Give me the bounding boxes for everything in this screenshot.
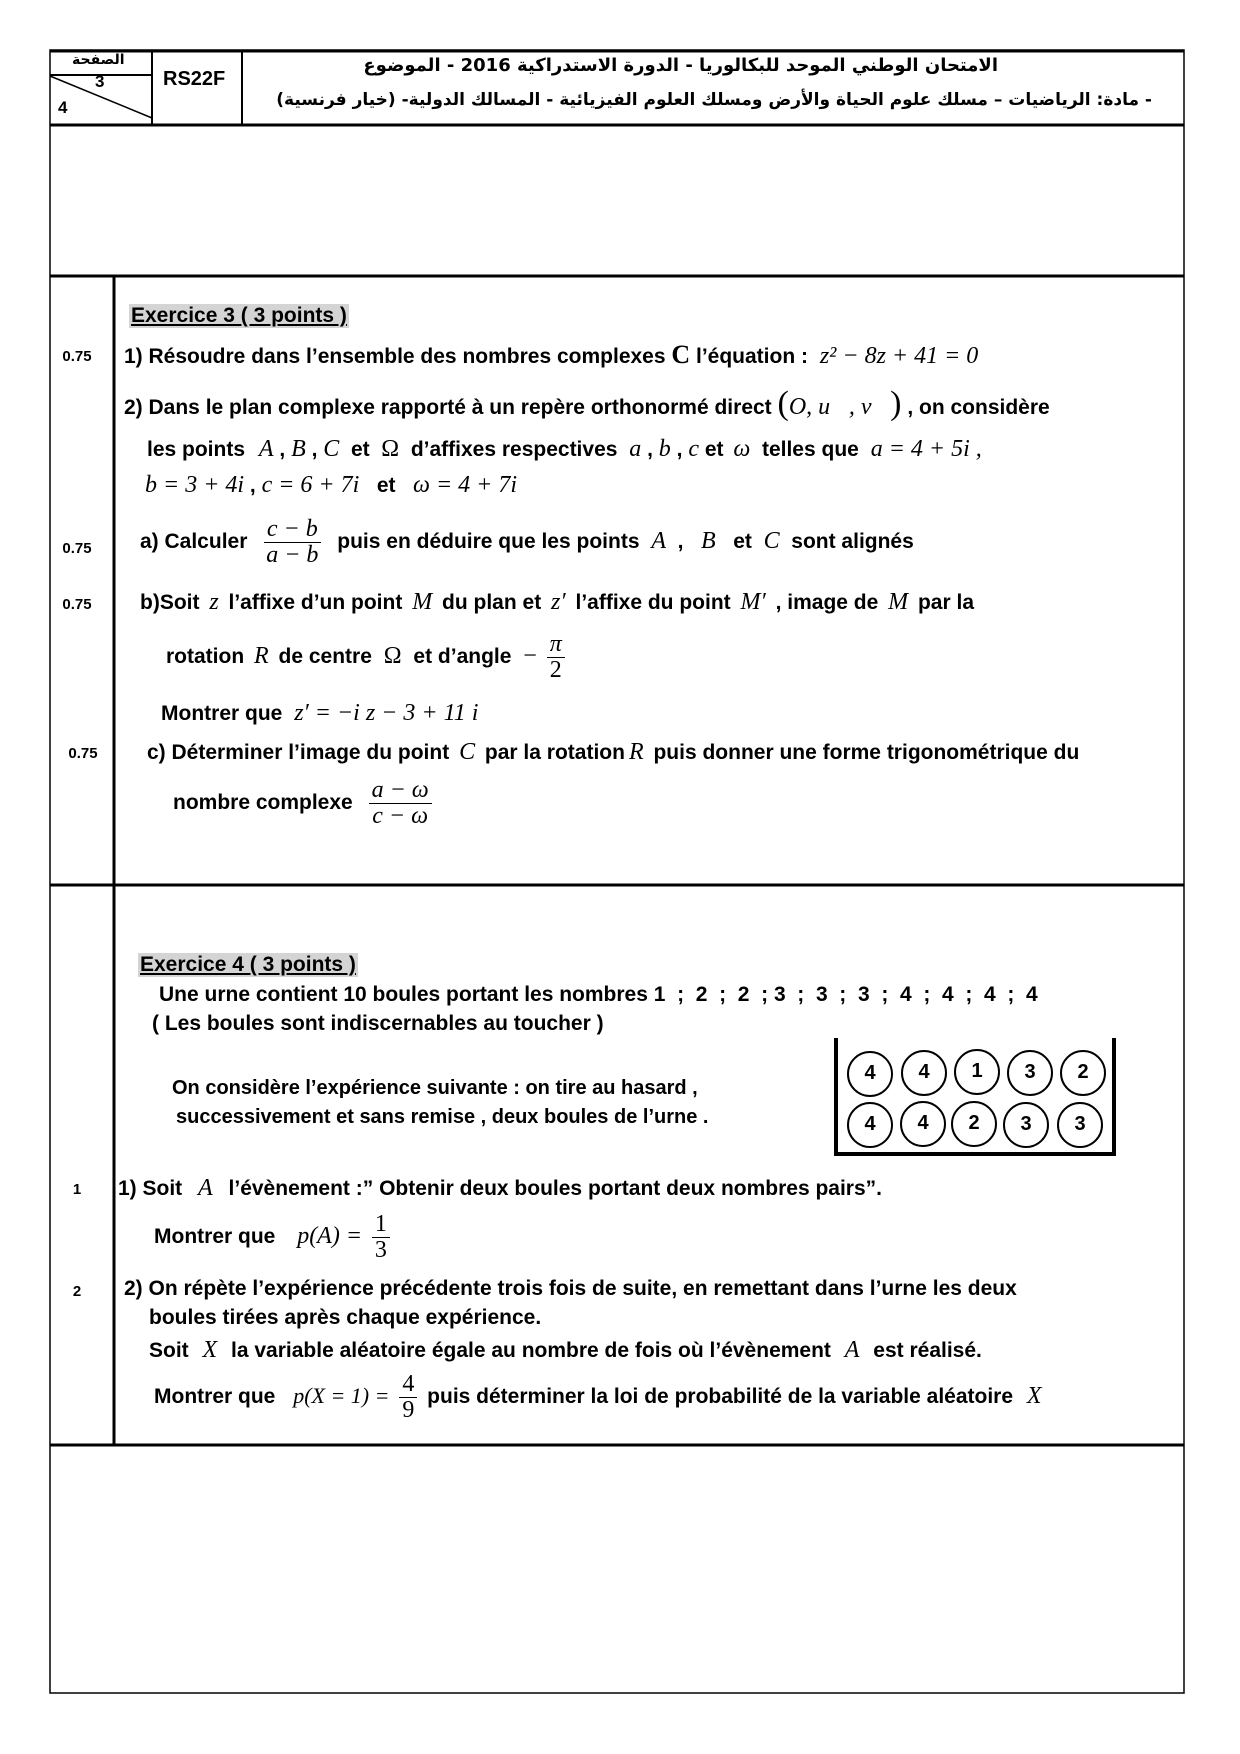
ex3-question-1: 1) Résoudre dans l’ensemble des nombres complexes C l’équation : z² − 8z + 41 = 0 xyxy=(124,340,979,369)
urn-wall-left xyxy=(834,1038,838,1156)
points-q1: 0.75 xyxy=(62,348,92,365)
ex4-question-1: 1) Soit A l’évènement :” Obtenir deux boules portant deux nombres pairs”. xyxy=(118,1175,882,1201)
ex4-experiment-1: On considère l’expérience suivante : on tire au hasard , xyxy=(172,1077,698,1099)
urn-figure xyxy=(834,1038,1116,1156)
ex3-rotation-line: rotation R de centre Ω et d’angle − $\frac{\pi}{2}$ xyxy=(166,632,569,683)
ex3-question-2: 2) Dans le plan complexe rapporté à un repère orthonormé direct (O, u⃗, v⃗) , on considère xyxy=(124,385,1050,422)
ex3-complex-number-line: nombre complexe $\frac{a - \omega}{c - \omega}$ xyxy=(173,778,436,829)
ball: 2 xyxy=(951,1101,997,1147)
page-label: الصفحة xyxy=(72,52,125,68)
ex3-question-2a: a) Calculer $\frac{c - b}{a - b}$ puis en déduire que les points A , B et C sont alignés xyxy=(140,516,914,569)
ex3-points-line: les points A , B , C et Ω d’affixes respectives a , b , c et ω telles que a = 4 + 5i , xyxy=(147,436,982,462)
ball: 4 xyxy=(847,1051,893,1097)
ball: 4 xyxy=(847,1102,893,1148)
exam-code: RS22F xyxy=(163,68,226,90)
ex4-show-pA: Montrer que p(A) = $\frac{1}{3}$ xyxy=(154,1212,394,1263)
ball: 1 xyxy=(954,1049,1000,1095)
ball: 2 xyxy=(1060,1050,1106,1096)
header-line-1: الامتحان الوطني الموحد للبكالوريا - الدورة الاستدراكية 2016 - الموضوع xyxy=(363,55,998,76)
ex4-show-pX1: Montrer que p(X = 1) = $\frac{4}{9}$ puis déterminer la loi de probabilité de la variable aléatoire X xyxy=(154,1371,1042,1424)
ex4-variable-X: Soit X la variable aléatoire égale au nombre de fois où l’évènement A est réalisé. xyxy=(149,1337,982,1363)
ex3-question-2b: b)Soit z l’affixe d’un point M du plan et z′ l’affixe du point M′ , image de M par la xyxy=(140,589,975,615)
ball: 4 xyxy=(900,1101,946,1147)
points-ex4-q1: 1 xyxy=(72,1181,82,1198)
page-current: 3 xyxy=(95,72,105,91)
exercise-4-title: Exercice 4 ( 3 points ) xyxy=(140,953,356,976)
ball: 3 xyxy=(1057,1102,1103,1148)
ball: 3 xyxy=(1003,1102,1049,1148)
header-line-2: - مادة: الرياضيات – مسلك علوم الحياة والأرض ومسلك العلوم الفيزيائية - المسالك الدولية- (خيار فرنسية) xyxy=(276,90,1152,110)
points-qa: 0.75 xyxy=(62,540,92,557)
urn-bottom xyxy=(834,1152,1116,1156)
points-ex4-q2: 2 xyxy=(72,1283,82,1300)
ex3-show-rotation: Montrer que z′ = −i z − 3 + 11 i xyxy=(161,700,479,726)
points-qb: 0.75 xyxy=(62,596,92,613)
exercise-3-title: Exercice 3 ( 3 points ) xyxy=(131,304,347,327)
ex4-question-2-line-2: boules tirées après chaque expérience. xyxy=(149,1306,542,1329)
ex4-intro-1: Une urne contient 10 boules portant les nombres 1 ; 2 ; 2 ; 3 ; 3 ; 3 ; 4 ; 4 ; 4 ; 4 xyxy=(159,983,1038,1006)
ex4-question-2-line-1: 2) On répète l’expérience précédente trois fois de suite, en remettant dans l’urne les deux xyxy=(124,1277,1017,1300)
urn-wall-right xyxy=(1112,1038,1116,1156)
ex3-affixes-line: b = 3 + 4i , c = 6 + 7i et ω = 4 + 7i xyxy=(145,472,518,498)
points-qc: 0.75 xyxy=(68,745,98,762)
ex3-question-2c: c) Déterminer l’image du point C par la rotation R puis donner une forme trigonométrique du xyxy=(147,739,1080,765)
ex4-intro-2: ( Les boules sont indiscernables au toucher ) xyxy=(152,1012,604,1035)
ex4-experiment-2: successivement et sans remise , deux boules de l’urne . xyxy=(176,1106,709,1128)
ball: 3 xyxy=(1007,1050,1053,1096)
ball: 4 xyxy=(901,1050,947,1096)
page-total: 4 xyxy=(58,98,68,117)
